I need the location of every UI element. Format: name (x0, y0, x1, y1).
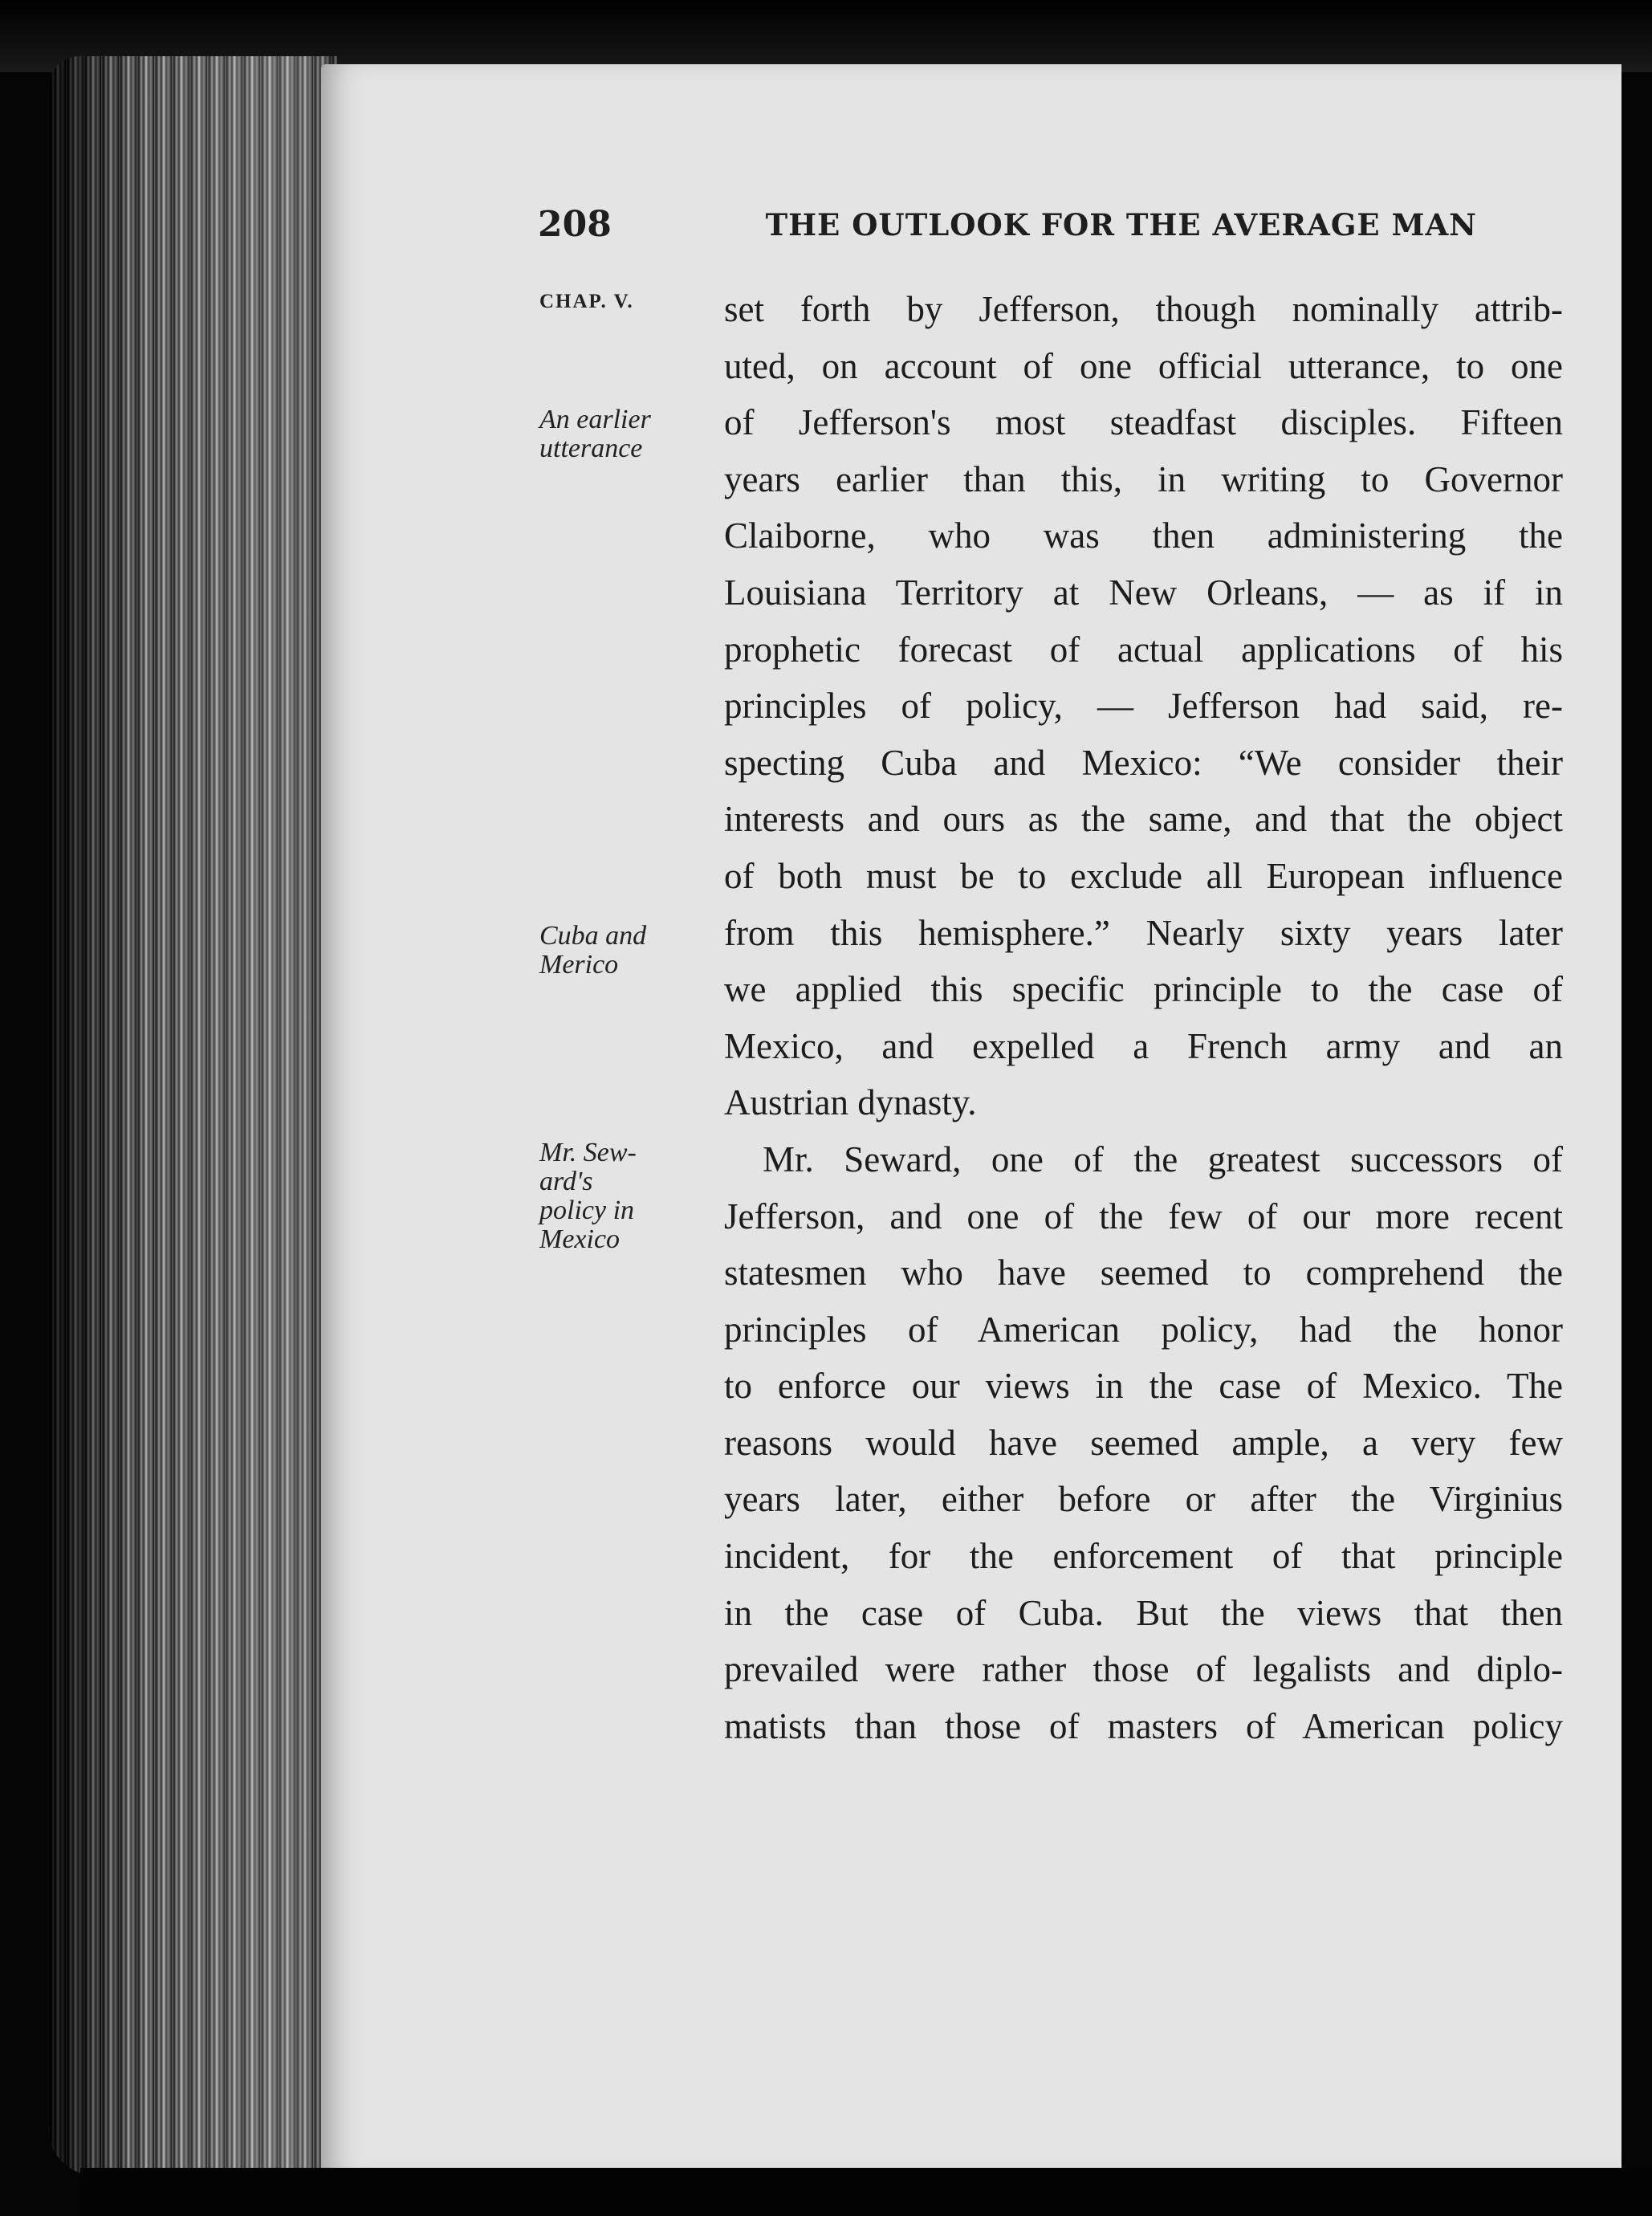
text-line: principles of American policy, had the honor (724, 1309, 1563, 1350)
text-line: prevailed were rather those of legalists and diplo- (724, 1649, 1563, 1690)
text-line: years later, either before or after the Virginius (724, 1479, 1563, 1520)
text-line: interests and ours as the same, and that the object (724, 799, 1563, 840)
margin-note-earlier-utterance: An earlier utterance (539, 405, 651, 463)
bottom-shadow (80, 2168, 1652, 2216)
text-line: uted, on account of one official utterance, to one (724, 345, 1563, 386)
text-line: Louisiana Territory at New Orleans, — as if in (724, 572, 1563, 613)
text-line: matists than those of masters of American policy (724, 1705, 1563, 1746)
text-line: to enforce our views in the case of Mexico. The (724, 1366, 1563, 1407)
text-line: principles of policy, — Jefferson had said, re- (724, 686, 1563, 727)
text-line: of both must be to exclude all European influence (724, 855, 1563, 896)
text-line: years earlier than this, in writing to Governor (724, 458, 1563, 499)
text-line: reasons would have seemed ample, a very few (724, 1422, 1563, 1463)
body-text (724, 281, 1563, 1754)
text-line: in the case of Cuba. But the views that then (724, 1592, 1563, 1633)
text-line: we applied this specific principle to the case of (724, 969, 1563, 1010)
text-line: Mr. Seward, one of the greatest successors of (763, 1139, 1563, 1179)
text-line: prophetic forecast of actual applications of his (724, 629, 1563, 670)
text-line: of Jefferson's most steadfast disciples. Fifteen (724, 402, 1563, 443)
text-line: Mexico, and expelled a French army and an (724, 1025, 1563, 1066)
text-line: Austrian dynasty. (724, 1082, 977, 1123)
page-number: 208 (538, 204, 612, 245)
text-line: Jefferson, and one of the few of our more recent (724, 1196, 1563, 1236)
running-title: THE OUTLOOK FOR THE AVERAGE MAN (765, 207, 1477, 242)
text-line: Claiborne, who was then administering the (724, 515, 1563, 556)
margin-note-cuba-mexico: Cuba and Merico (539, 921, 647, 980)
text-line: set forth by Jefferson, though nominally attrib- (724, 289, 1563, 329)
text-line: specting Cuba and Mexico: “We consider their (724, 742, 1563, 783)
text-line: from this hemisphere.” Nearly sixty years later (724, 912, 1563, 953)
text-line: incident, for the enforcement of that principle (724, 1536, 1563, 1577)
text-line: statesmen who have seemed to comprehend the (724, 1253, 1563, 1293)
chapter-label: CHAP. V. (539, 291, 634, 312)
page-edges-stack (48, 56, 337, 2176)
margin-note-seward-policy: Mr. Sew- ard's policy in Mexico (539, 1138, 637, 1254)
running-head (538, 201, 1565, 249)
